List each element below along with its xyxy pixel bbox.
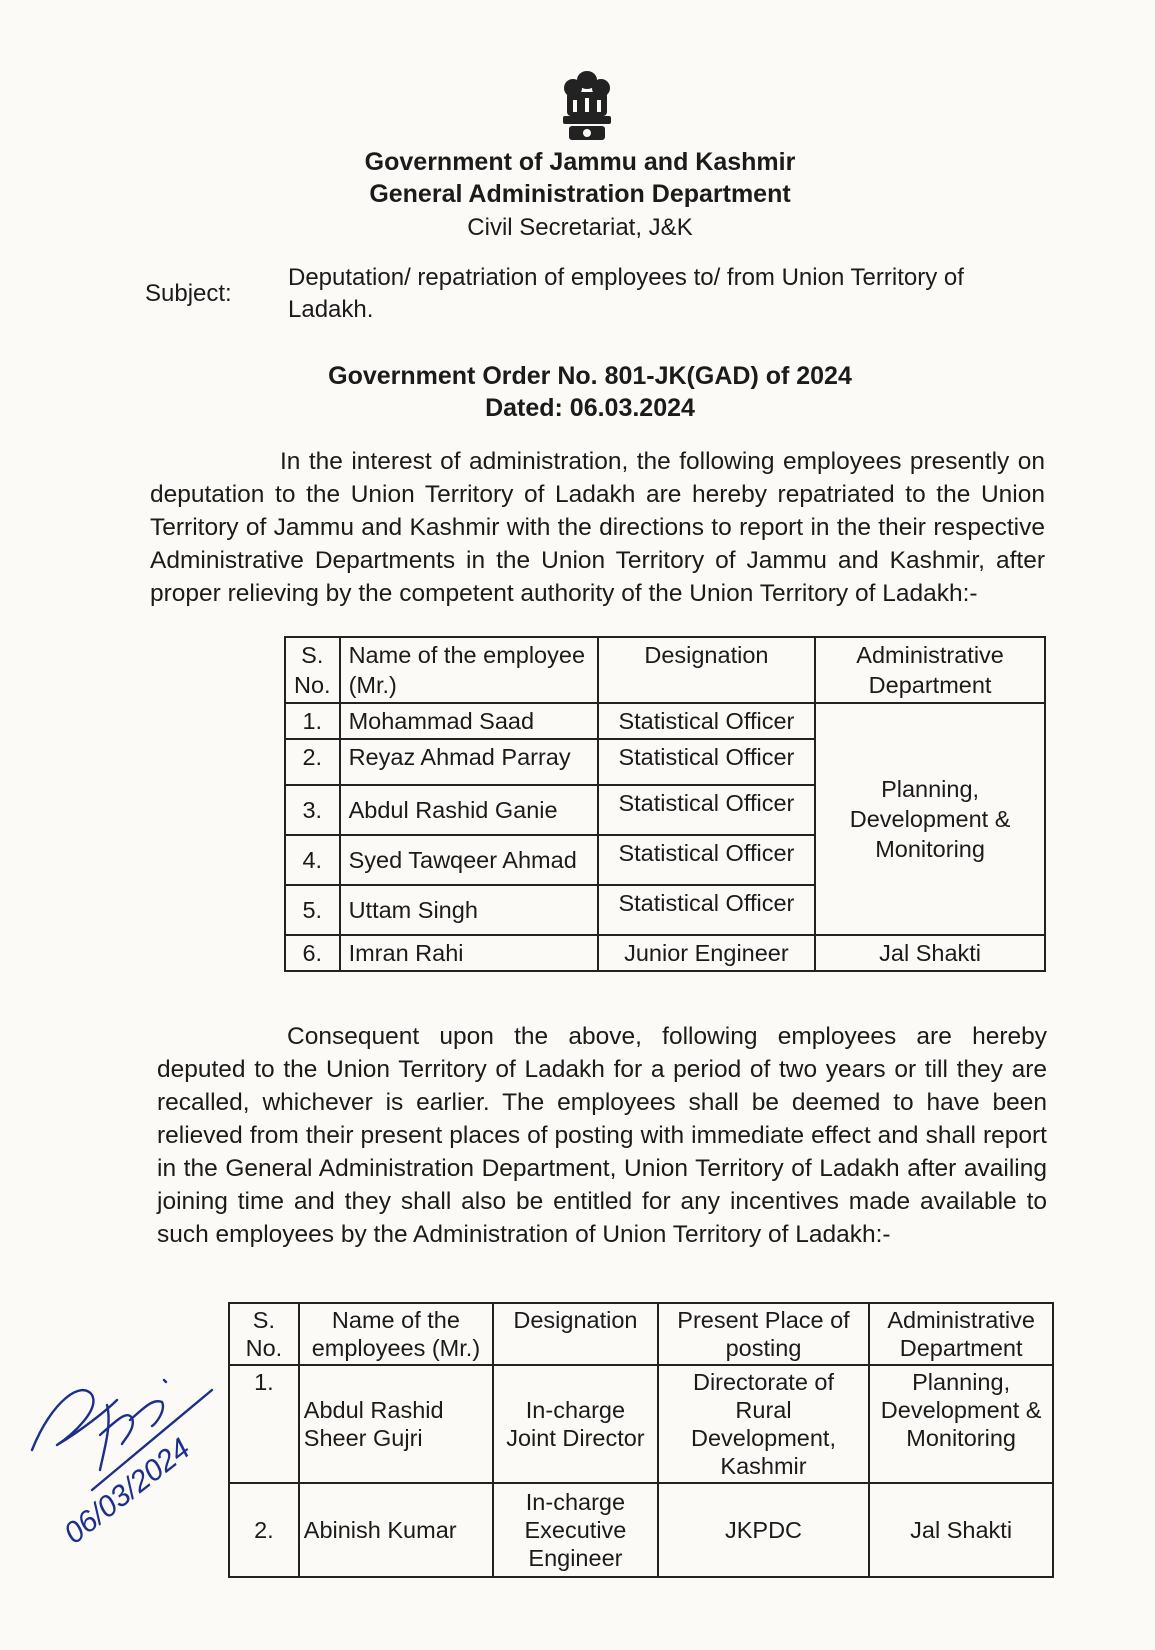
paragraph-repatriation: [150, 445, 1045, 610]
secretariat-line: Civil Secretariat, J&K: [467, 214, 693, 241]
table-header-row: [285, 637, 1045, 703]
table-row: [229, 1365, 1053, 1483]
government-title: Government of Jammu and Kashmir: [364, 148, 796, 176]
cell-sno: 2.: [285, 739, 340, 785]
cell-designation: In-charge Executive Engineer: [493, 1483, 658, 1577]
col-designation: Designation: [598, 637, 815, 703]
state-emblem-icon: [555, 66, 619, 144]
cell-name: Syed Tawqeer Ahmad: [340, 835, 598, 885]
cell-designation: Statistical Officer: [598, 835, 815, 885]
cell-designation: Statistical Officer: [598, 739, 815, 785]
cell-sno: 1.: [229, 1365, 299, 1483]
cell-designation: In-charge Joint Director: [493, 1365, 658, 1483]
paragraph-deputation: [157, 1020, 1047, 1251]
cell-sno: 1.: [285, 703, 340, 739]
cell-name: Abinish Kumar: [299, 1483, 493, 1577]
cell-designation: Junior Engineer: [598, 935, 815, 971]
col-posting: Present Place of posting: [658, 1303, 869, 1365]
cell-designation: Statistical Officer: [598, 885, 815, 935]
cell-name: Mohammad Saad: [340, 703, 598, 739]
col-name: Name of the employees (Mr.): [299, 1303, 493, 1365]
signature-date: 06/03/2024: [57, 1432, 197, 1551]
cell-department: Jal Shakti: [869, 1483, 1053, 1577]
order-heading: [260, 360, 920, 424]
cell-posting: Directorate of Rural Development, Kashmir: [658, 1365, 869, 1483]
cell-designation: Statistical Officer: [598, 785, 815, 835]
cell-department: Jal Shakti: [815, 935, 1045, 971]
cell-sno: 6.: [285, 935, 340, 971]
table-row: [229, 1483, 1053, 1577]
cell-sno: 5.: [285, 885, 340, 935]
col-department: Administrative Department: [815, 637, 1045, 703]
cell-name: Uttam Singh: [340, 885, 598, 935]
col-sno: S. No.: [285, 637, 340, 703]
cell-department-group: Planning, Development & Monitoring: [815, 703, 1045, 935]
cell-department: Planning, Development & Monitoring: [869, 1365, 1053, 1483]
cell-name: Abdul Rashid Ganie: [340, 785, 598, 835]
deputation-table: [228, 1302, 1054, 1578]
cell-sno: 2.: [229, 1483, 299, 1577]
paragraph-2-text: Consequent upon the above, following employees are hereby deputed to the Union Territory of Ladakh for a period of two years or till they are recalled, whichever is earlier. The employees shall be deemed to have been relieved from their present places of posting with immediate effect and shall report in the General Administration Department, Union Territory of Ladakh after availing joining time and they shall also be entitled for any incentives made available to such employees by the Administration of Union Territory of Ladakh:-: [157, 1023, 1047, 1248]
cell-name: Reyaz Ahmad Parray: [340, 739, 598, 785]
handwritten-signature: [12, 1340, 242, 1560]
cell-name: Abdul Rashid Sheer Gujri: [299, 1365, 493, 1483]
col-department: Administrative Department: [869, 1303, 1053, 1365]
cell-name: Imran Rahi: [340, 935, 598, 971]
cell-designation: Statistical Officer: [598, 703, 815, 739]
order-date: Dated: 06.03.2024: [485, 394, 695, 422]
cell-posting: JKPDC: [658, 1483, 869, 1577]
col-designation: Designation: [493, 1303, 658, 1365]
table-row: [285, 935, 1045, 971]
col-sno: S. No.: [229, 1303, 299, 1365]
repatriation-table: [284, 636, 1046, 972]
paragraph-1-text: In the interest of administration, the following employees presently on deputation to the Union Territory of Ladakh are hereby repatriated to the Union Territory of Jammu and Kashmir with the directions to report in the their respective Administrative Departments in the Union Territory of Jammu and Kashmir, after proper relieving by the competent authority of the Union Territory of Ladakh:-: [150, 448, 1045, 607]
cell-sno: 3.: [285, 785, 340, 835]
order-number: Government Order No. 801-JK(GAD) of 2024: [328, 362, 852, 390]
table-row: [285, 703, 1045, 739]
table-header-row: [229, 1303, 1053, 1365]
subject-text: Deputation/ repatriation of employees to/ from Union Territory of Ladakh.: [288, 264, 964, 323]
cell-sno: 4.: [285, 835, 340, 885]
col-name: Name of the employee (Mr.): [340, 637, 598, 703]
subject-label: Subject:: [145, 280, 232, 307]
department-title: General Administration Department: [369, 180, 791, 208]
